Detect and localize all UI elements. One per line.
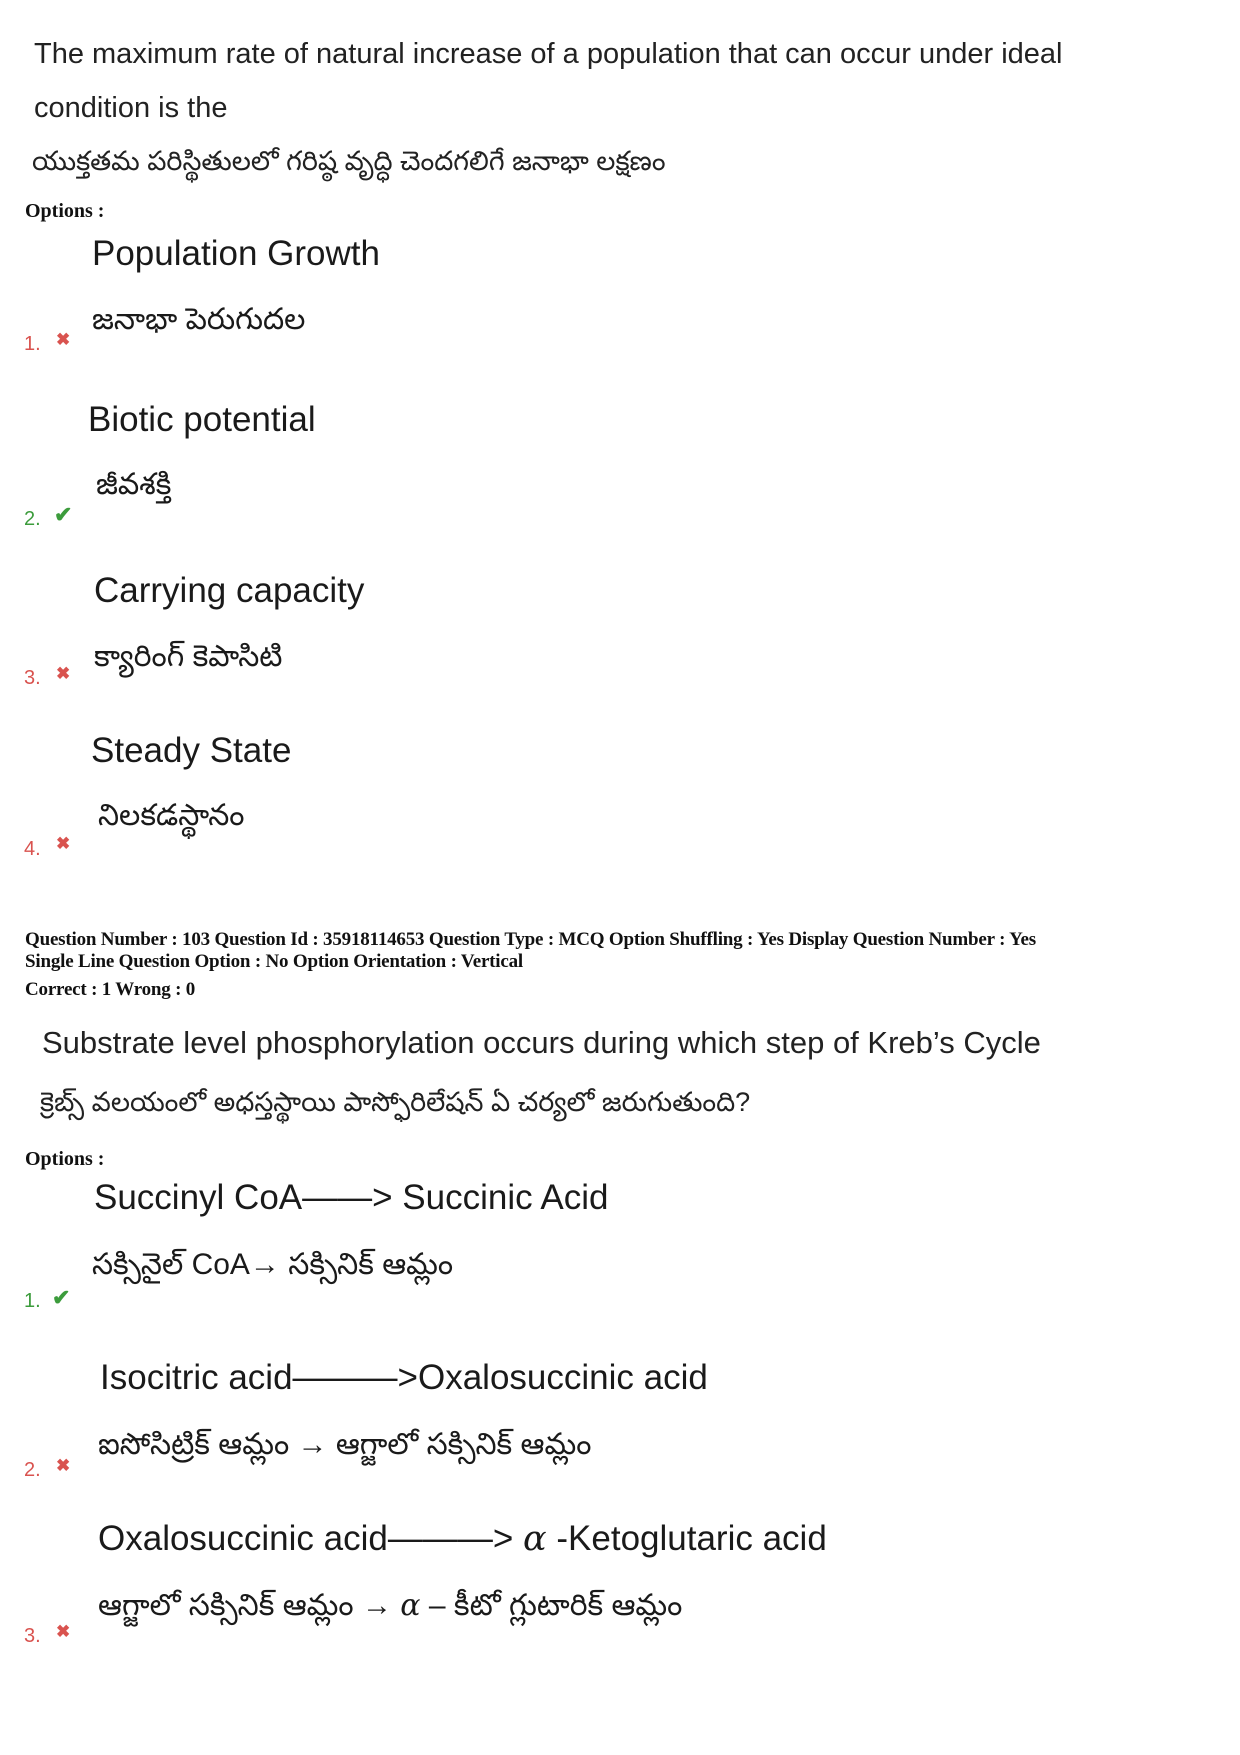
option-text-en-part: -Ketoglutaric acid xyxy=(546,1519,827,1558)
option-text-te: జనాభా పెరుగుదల xyxy=(92,303,306,336)
option-text-te-part: ఆగ్జాలో సక్సినిక్ ఆమ్లం → xyxy=(98,1589,401,1622)
question-text-en: Substrate level phosphorylation occurs during which step of Kreb’s Cycle xyxy=(42,1025,1041,1060)
question-text-te: యుక్తతమ పరిస్థితులలో గరిష్ఠ వృద్ధి చెందగలిగే జనాభా లక్షణం xyxy=(32,146,666,176)
alpha-symbol: α xyxy=(400,1588,421,1623)
option-text-en: Carrying capacity xyxy=(94,571,365,610)
check-icon: ✔ xyxy=(52,1285,71,1310)
option-text-en: Population Growth xyxy=(92,234,380,273)
option-text-te: క్యారింగ్ కెపాసిటి xyxy=(94,640,283,673)
option-number: 1. xyxy=(24,333,41,355)
option-text-te: ఐసోసిట్రిక్ ఆమ్లం → ఆగ్జాలో సక్సినిక్ ఆమ్లం xyxy=(98,1428,592,1461)
option-text-en: Succinyl CoA——> Succinic Acid xyxy=(94,1178,609,1217)
cross-icon: ✖ xyxy=(56,1456,71,1475)
option-text-te-part: – కీటో గ్లుటారిక్ ఆమ్లం xyxy=(420,1589,683,1622)
alpha-symbol: α xyxy=(523,1519,547,1559)
question-text-en-line2: condition is the xyxy=(34,92,228,124)
option-text-en xyxy=(98,1519,827,1559)
cross-icon: ✖ xyxy=(56,1622,71,1641)
option-number: 3. xyxy=(24,1625,41,1647)
question-meta-line1: Question Number : 103 Question Id : 35918114653 Question Type : MCQ Option Shuffling : Yes Display Question Number : Yes xyxy=(25,929,1036,950)
question-text-en-line1: The maximum rate of natural increase of a population that can occur under ideal xyxy=(34,38,1063,70)
cross-icon: ✖ xyxy=(56,664,71,683)
option-text-te: సక్సినైల్ CoA→ సక్సినిక్ ఆమ్లం xyxy=(92,1248,454,1281)
option-number: 3. xyxy=(24,667,41,689)
option-number: 4. xyxy=(24,838,41,860)
option-text-te: నిలకడస్థానం xyxy=(98,799,245,832)
cross-icon: ✖ xyxy=(56,330,71,349)
option-number: 2. xyxy=(24,1459,41,1481)
option-number: 1. xyxy=(24,1290,41,1312)
cross-icon: ✖ xyxy=(56,834,71,853)
options-label: Options : xyxy=(25,200,105,222)
option-text-te xyxy=(98,1588,682,1630)
option-text-te: జీవశక్తి xyxy=(96,468,172,501)
check-icon: ✔ xyxy=(54,502,73,527)
option-text-en: Steady State xyxy=(91,731,292,770)
question-meta-line2: Single Line Question Option : No Option Orientation : Vertical xyxy=(25,951,523,972)
option-text-en: Biotic potential xyxy=(88,400,316,439)
option-text-en: Isocitric acid———>Oxalosuccinic acid xyxy=(100,1358,708,1397)
option-text-en-part: Oxalosuccinic acid———> xyxy=(98,1519,524,1558)
options-label: Options : xyxy=(25,1148,105,1170)
option-number: 2. xyxy=(24,508,41,530)
correct-wrong-marks: Correct : 1 Wrong : 0 xyxy=(25,979,196,1000)
question-text-te: క్రెబ్స్ వలయంలో అధస్తస్థాయి పాస్ఫోరిలేషన్ ఏ చర్యలో జరుగుతుంది? xyxy=(40,1087,751,1117)
